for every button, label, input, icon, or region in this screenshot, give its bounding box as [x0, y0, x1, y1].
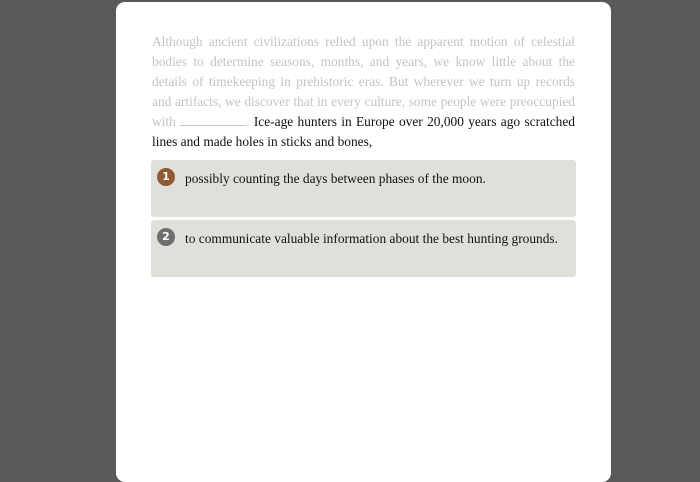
passage-active-text: Ice-age hunters in Europe over 20,000 years ago scratched lines and made holes in sticks and bones, — [152, 114, 575, 149]
option-number-badge: 1 — [157, 168, 175, 186]
reading-passage — [152, 32, 575, 152]
answer-option-1[interactable] — [151, 160, 576, 217]
option-text: possibly counting the days between phases of the moon. — [185, 171, 486, 186]
option-number-badge: 2 — [157, 228, 175, 246]
answer-blank — [180, 113, 246, 126]
passage-context-text: Although ancient civilizations relied upon the apparent motion of celestial bodies to determine seasons, months, and years, we know little about the details of timekeeping in prehistoric eras. But wherever we turn up records and artifacts, we discover that in every culture, some people were preoccupied with — [152, 34, 575, 129]
option-text: to communicate valuable information about the best hunting grounds. — [185, 231, 558, 246]
blank-punctuation: . — [246, 114, 250, 129]
question-card — [116, 2, 611, 482]
answer-option-2[interactable] — [151, 220, 576, 277]
